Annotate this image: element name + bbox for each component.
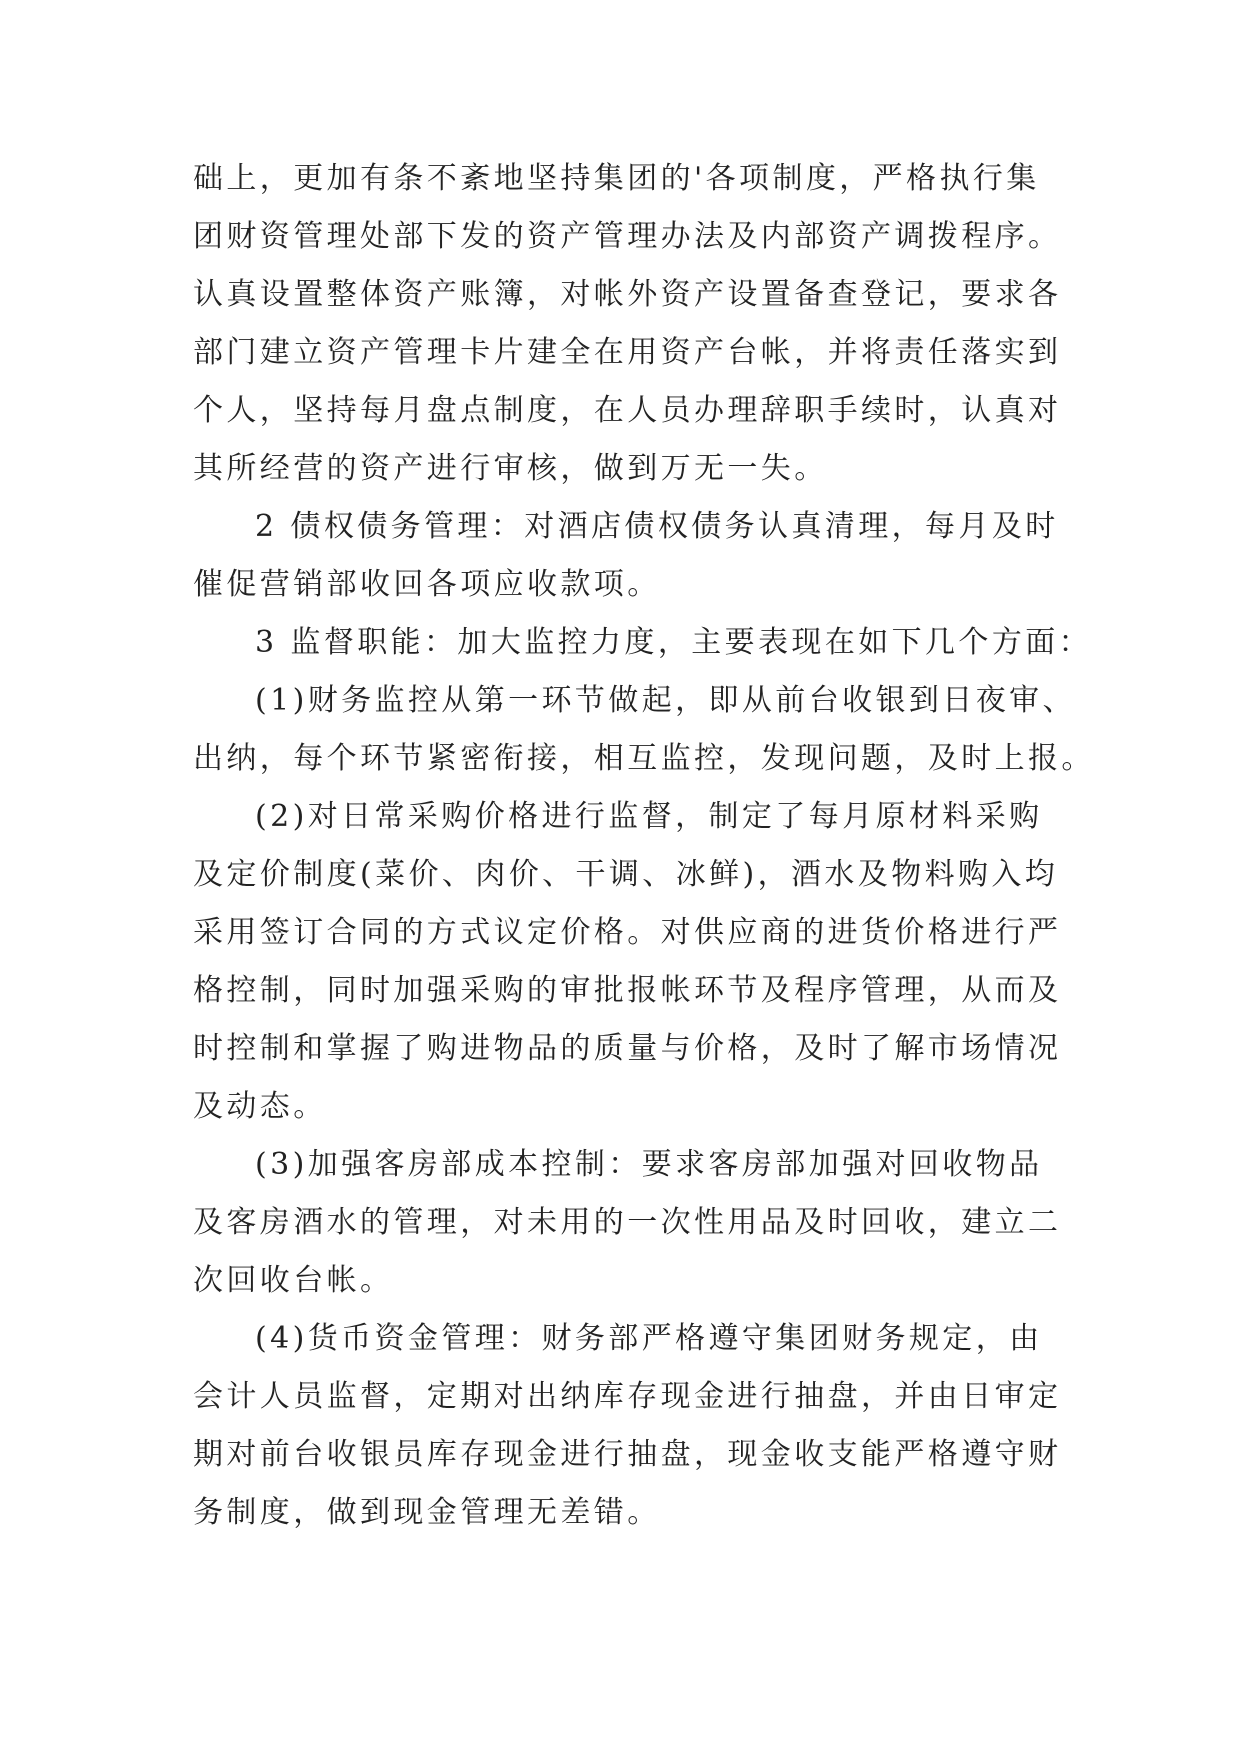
text-line: 3 监督职能：加大监控力度，主要表现在如下几个方面：: [255, 625, 1093, 660]
text-line: (2)对日常采购价格进行监督，制定了每月原材料采购: [255, 799, 1043, 834]
text-line: 部门建立资产管理卡片建全在用资产台帐，并将责任落实到: [193, 335, 1062, 370]
text-line: 2 债权债务管理：对酒店债权债务认真清理，每月及时: [255, 509, 1059, 544]
paragraph-item-4: [193, 1310, 1062, 1542]
text-line: 会计人员监督，定期对出纳库存现金进行抽盘，并由日审定: [193, 1379, 1062, 1414]
paragraph-item-1: [193, 672, 1095, 788]
text-line: 采用签订合同的方式议定价格。对供应商的进货价格进行严: [193, 915, 1062, 950]
paragraph-item-3: [193, 1136, 1062, 1310]
text-line: 出纳，每个环节紧密衔接，相互监控，发现问题，及时上报。: [193, 741, 1095, 776]
paragraph-supervision: [193, 614, 1093, 672]
paragraph-debt-management: [193, 498, 1059, 614]
text-line: 团财资管理处部下发的资产管理办法及内部资产调拨程序。: [193, 219, 1062, 254]
text-line: 个人，坚持每月盘点制度，在人员办理辞职手续时，认真对: [193, 393, 1062, 428]
text-line: (3)加强客房部成本控制：要求客房部加强对回收物品: [255, 1147, 1043, 1182]
text-line: 催促营销部收回各项应收款项。: [193, 567, 661, 602]
text-line: (1)财务监控从第一环节做起，即从前台收银到日夜审、: [255, 683, 1076, 718]
text-line: 次回收台帐。: [193, 1263, 394, 1298]
text-line: 础上，更加有条不紊地坚持集团的'各项制度，严格执行集: [193, 161, 1040, 196]
text-line: (4)货币资金管理：财务部严格遵守集团财务规定，由: [255, 1321, 1043, 1356]
text-line: 务制度，做到现金管理无差错。: [193, 1495, 661, 1530]
paragraph-asset-management: [193, 150, 1062, 498]
document-body: [193, 150, 1095, 1542]
text-line: 期对前台收银员库存现金进行抽盘，现金收支能严格遵守财: [193, 1437, 1062, 1472]
text-line: 及客房酒水的管理，对未用的一次性用品及时回收，建立二: [193, 1205, 1062, 1240]
text-line: 认真设置整体资产账簿，对帐外资产设置备查登记，要求各: [193, 277, 1062, 312]
text-line: 及动态。: [193, 1089, 327, 1124]
text-line: 及定价制度(菜价、肉价、干调、冰鲜)，酒水及物料购入均: [193, 857, 1059, 892]
text-line: 格控制，同时加强采购的审批报帐环节及程序管理，从而及: [193, 973, 1062, 1008]
text-line: 时控制和掌握了购进物品的质量与价格，及时了解市场情况: [193, 1031, 1062, 1066]
paragraph-item-2: [193, 788, 1062, 1136]
text-line: 其所经营的资产进行审核，做到万无一失。: [193, 451, 828, 486]
